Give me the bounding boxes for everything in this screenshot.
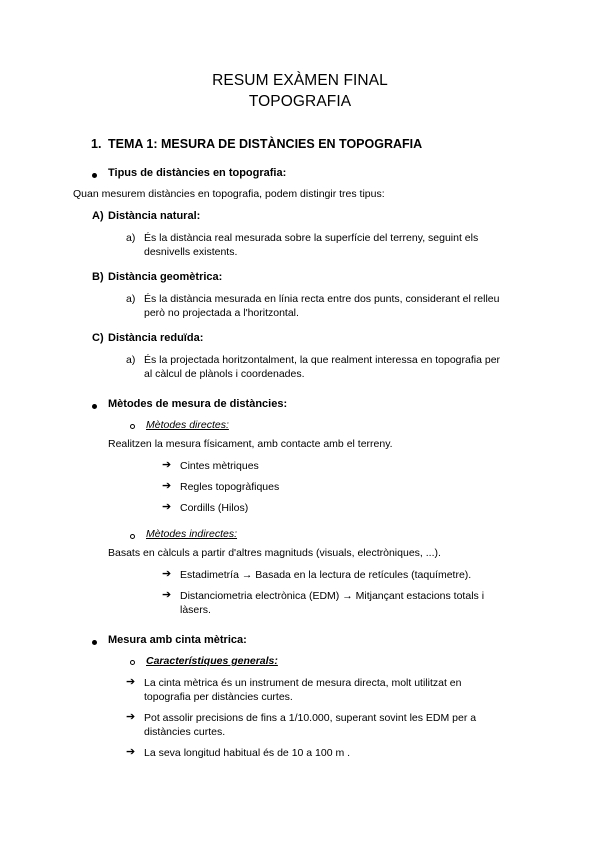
bullet-ring-icon: [130, 660, 135, 665]
bullet-dot-icon: [92, 640, 97, 645]
directes-item-3: Cordills (Hilos): [180, 502, 249, 514]
arrow-icon: ➔: [162, 459, 172, 471]
directes-item-2: Regles topogràfiques: [180, 481, 280, 493]
bullet-dot-icon: [92, 173, 97, 178]
item-a-text-line2: desnivells existents.: [144, 246, 238, 258]
item-b-sub: a): [126, 293, 136, 305]
item-a-letter: A): [92, 210, 104, 222]
directes-label: Mètodes directes:: [146, 419, 229, 431]
caract-label: Característiques generals:: [146, 655, 278, 667]
arrow-icon: ➔: [126, 746, 136, 758]
item-c-letter: C): [92, 332, 104, 344]
item-c-name: Distància reduïda:: [108, 332, 204, 344]
indirectes-item-2-line2: làsers.: [180, 604, 211, 616]
arrow-icon: ➔: [162, 589, 172, 601]
arrow-icon: ➔: [126, 711, 136, 723]
item-c-text-line2: al càlcul de plànols i coordenades.: [144, 368, 305, 380]
item-b-text-line2: però no projectada a l'horitzontal.: [144, 307, 299, 319]
cinta-item-1-line1: La cinta mètrica és un instrument de mesura directa, molt utilitzat en: [144, 677, 462, 689]
arrow-icon: ➔: [126, 676, 136, 688]
tipus-heading: Tipus de distàncies en topografia:: [108, 167, 287, 179]
tipus-intro: Quan mesurem distàncies en topografia, podem distingir tres tipus:: [73, 188, 385, 200]
directes-item-1: Cintes mètriques: [180, 460, 259, 472]
section-title: TEMA 1: MESURA DE DISTÀNCIES EN TOPOGRAFIA: [108, 137, 423, 151]
item-a-text-line1: És la distància real mesurada sobre la superfície del terreny, seguint els: [144, 232, 479, 244]
item-b-name: Distància geomètrica:: [108, 271, 223, 283]
item-c-sub: a): [126, 354, 136, 366]
item-a-name: Distància natural:: [108, 210, 201, 222]
item-c-text-line1: És la projectada horitzontalment, la que realment interessa en topografia per: [144, 354, 501, 366]
bullet-dot-icon: [92, 404, 97, 409]
cinta-item-2-line2: distàncies curtes.: [144, 726, 226, 738]
indirectes-desc: Basats en càlculs a partir d'altres magnituds (visuals, electròniques, ...).: [108, 547, 441, 559]
cinta-item-1-line2: topografia per distàncies curtes.: [144, 691, 293, 703]
cinta-heading: Mesura amb cinta mètrica:: [108, 634, 247, 646]
bullet-ring-icon: [130, 534, 135, 539]
item-b-text-line1: És la distància mesurada en línia recta entre dos punts, considerant el relleu: [144, 293, 500, 305]
metodes-heading: Mètodes de mesura de distàncies:: [108, 398, 288, 410]
section-number: 1.: [91, 137, 102, 151]
arrow-icon: ➔: [162, 568, 172, 580]
doc-title-line1: RESUM EXÀMEN FINAL: [212, 72, 388, 89]
indirectes-label: Mètodes indirectes:: [146, 528, 238, 540]
cinta-item-2-line1: Pot assolir precisions de fins a 1/10.000, superant sovint les EDM per a: [144, 712, 477, 724]
indirectes-item-2-line1: Distanciometria electrònica (EDM) → Mitjançant estacions totals i: [180, 590, 485, 602]
bullet-ring-icon: [130, 424, 135, 429]
item-a-sub: a): [126, 232, 136, 244]
item-b-letter: B): [92, 271, 104, 283]
directes-desc: Realitzen la mesura físicament, amb contacte amb el terreny.: [108, 438, 393, 450]
cinta-item-3: La seva longitud habitual és de 10 a 100 m .: [144, 747, 351, 759]
arrow-icon: ➔: [162, 501, 172, 513]
arrow-icon: ➔: [162, 480, 172, 492]
doc-title-line2: TOPOGRAFIA: [248, 93, 352, 110]
indirectes-item-1: Estadimetría → Basada en la lectura de retícules (taquímetre).: [180, 569, 472, 581]
